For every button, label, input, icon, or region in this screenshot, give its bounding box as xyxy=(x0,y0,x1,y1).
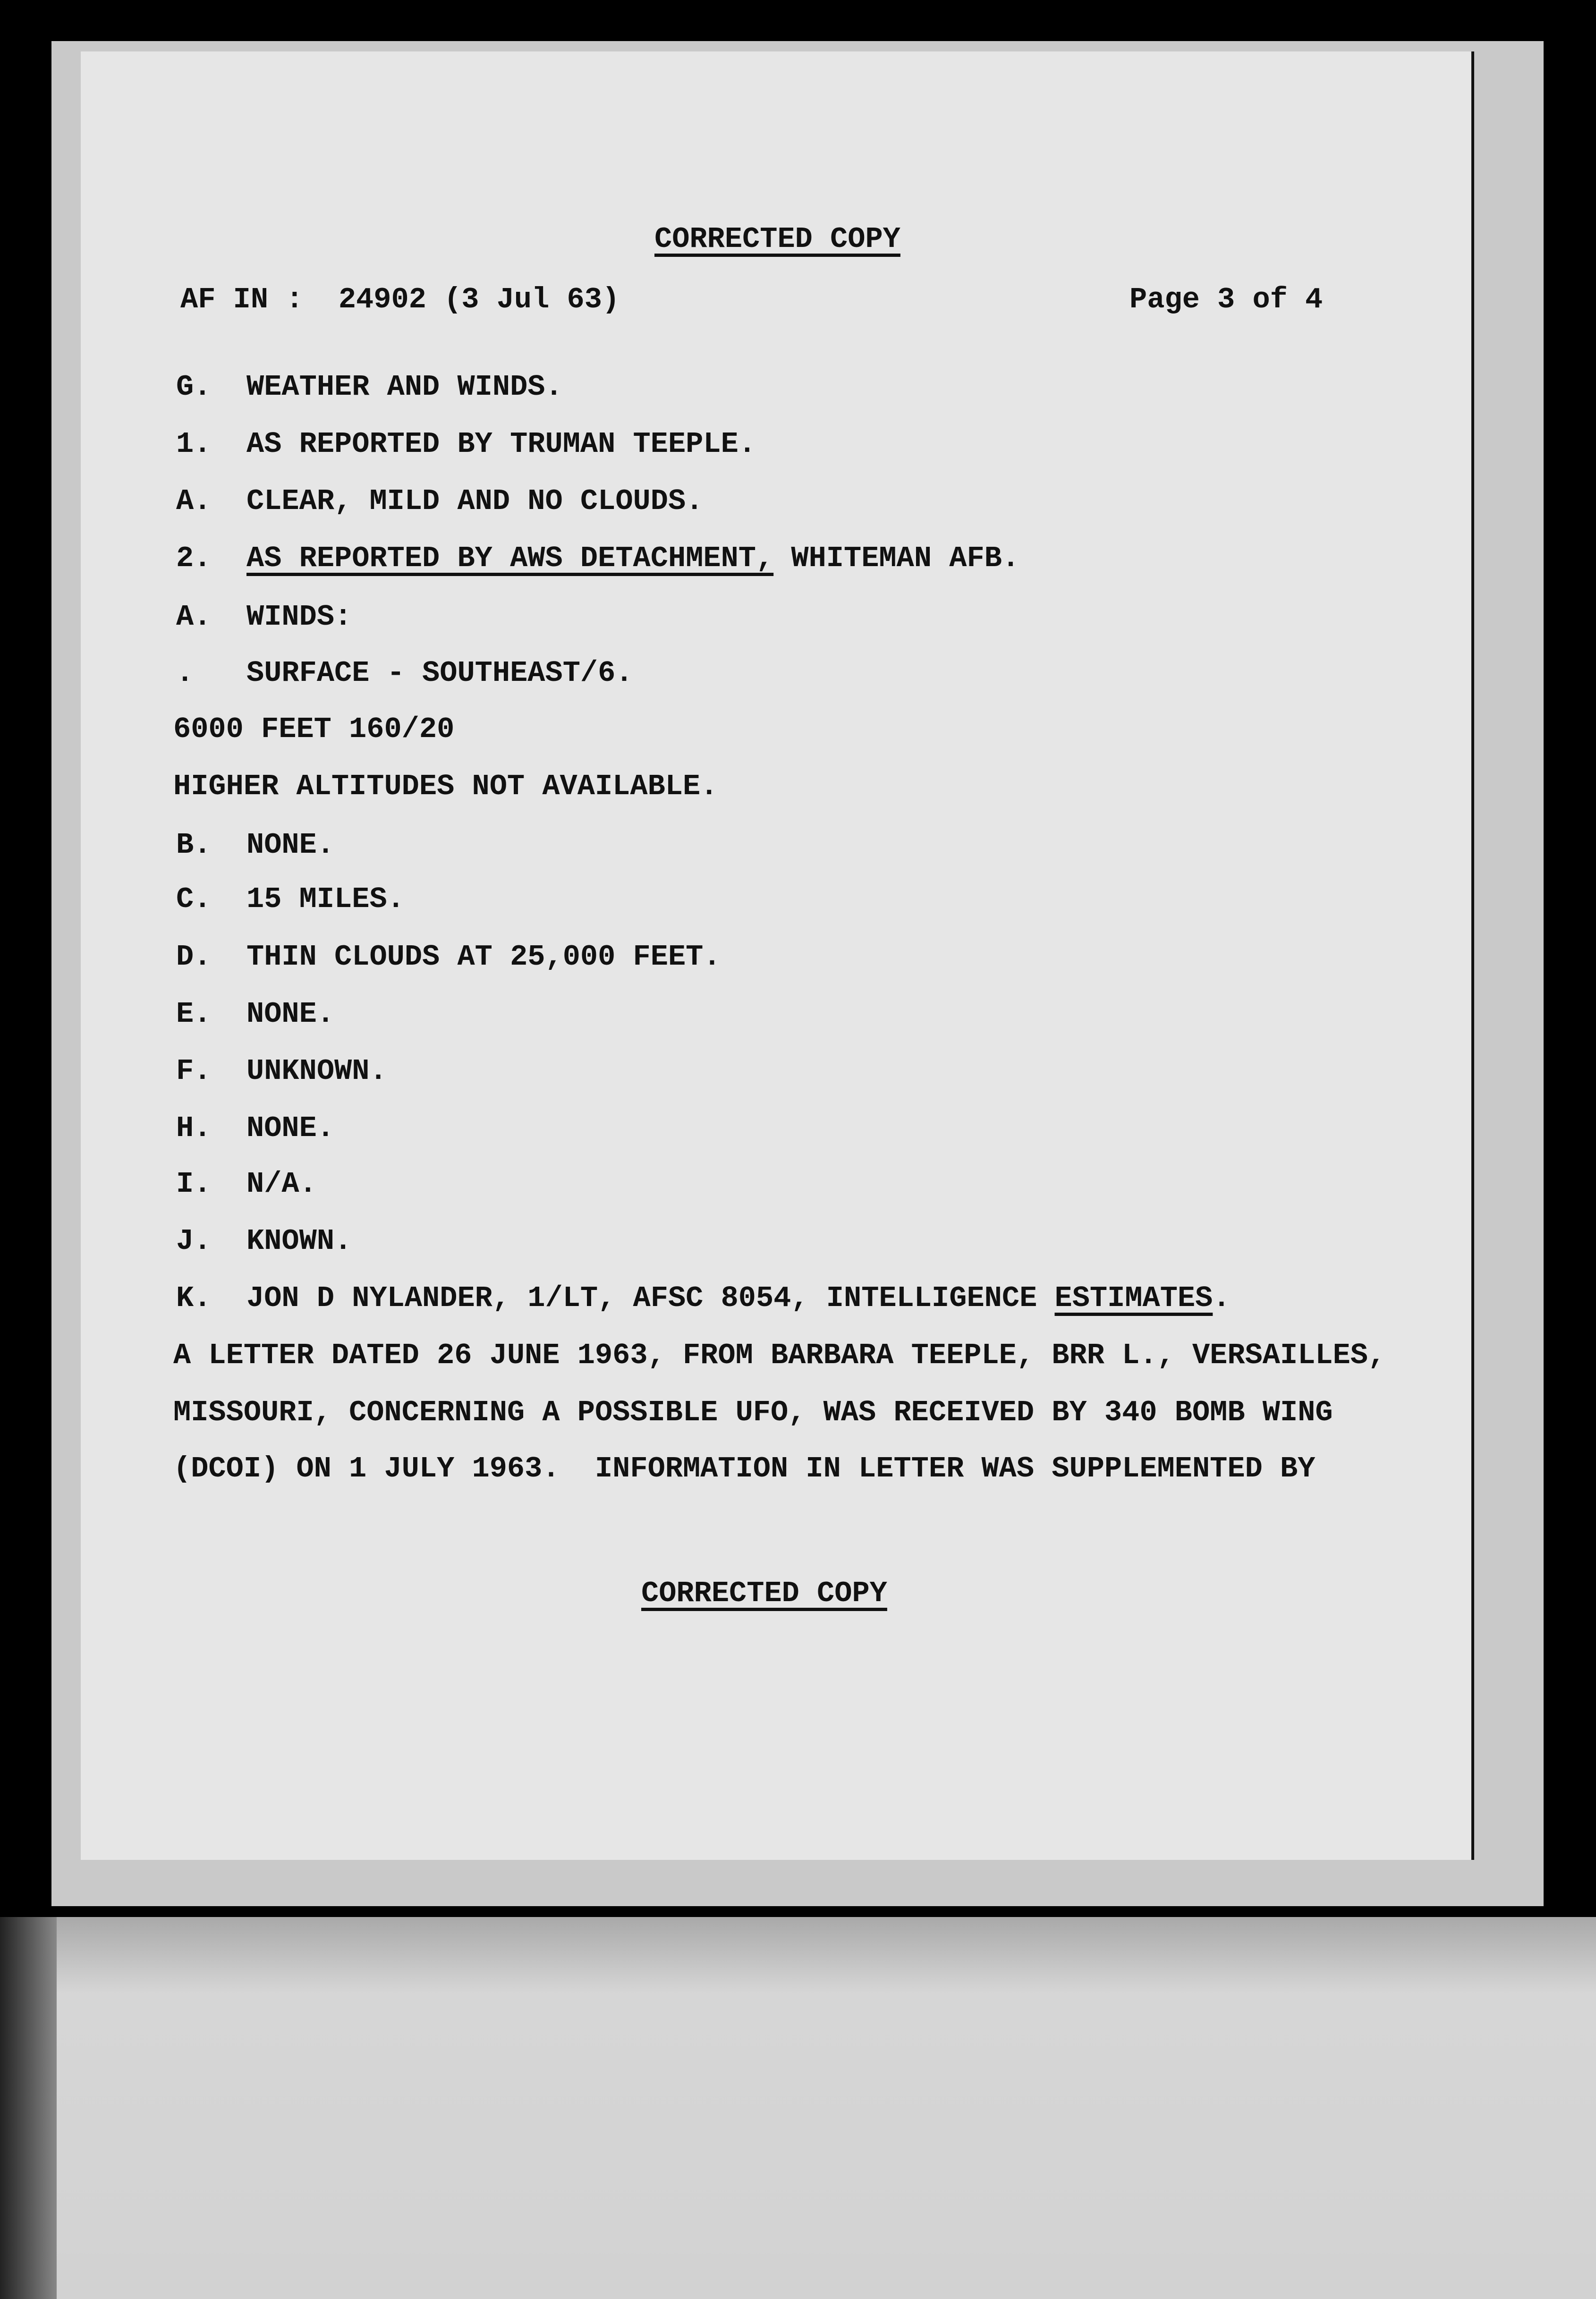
line-6000-feet: 6000 FEET 160/20 xyxy=(173,713,455,746)
item-label: H. xyxy=(176,1111,212,1145)
paragraph-line-2: MISSOURI, CONCERNING A POSSIBLE UFO, WAS RECEIVED BY 340 BOMB WING xyxy=(173,1396,1333,1429)
corrected-copy-stamp-top: CORRECTED COPY xyxy=(654,222,900,256)
item-text: CLEAR, MILD AND NO CLOUDS. xyxy=(246,484,704,518)
item-text xyxy=(246,1282,1231,1315)
item-label: J. xyxy=(176,1224,212,1258)
item-label: 2. xyxy=(176,542,212,575)
item-text-start: JON D NYLANDER, 1/LT, AFSC 8054, INTELLIGENCE xyxy=(246,1281,1055,1315)
item-label: E. xyxy=(176,997,212,1031)
item-text: AS REPORTED BY TRUMAN TEEPLE. xyxy=(246,427,756,461)
item-label: A. xyxy=(176,600,212,634)
item-text: SURFACE - SOUTHEAST/6. xyxy=(246,656,633,690)
scan-edge xyxy=(0,1917,57,2299)
underlined-text: AS REPORTED BY AWS DETACHMENT, xyxy=(246,542,774,575)
item-label: 1. xyxy=(176,427,212,461)
paragraph-line-1: A LETTER DATED 26 JUNE 1963, FROM BARBARA TEEPLE, BRR L., VERSAILLES, xyxy=(173,1339,1386,1372)
item-text: N/A. xyxy=(246,1167,317,1201)
item-text-rest: WHITEMAN AFB. xyxy=(773,542,1020,575)
item-label: C. xyxy=(176,882,212,916)
underlying-sheet xyxy=(0,1917,1596,2299)
af-in-reference: AF IN : 24902 (3 Jul 63) xyxy=(180,283,620,316)
item-text: WINDS: xyxy=(246,600,352,634)
item-label: I. xyxy=(176,1167,212,1201)
item-text: NONE. xyxy=(246,828,335,862)
item-label: F. xyxy=(176,1054,212,1088)
item-text: WEATHER AND WINDS. xyxy=(246,370,563,404)
underlined-text: ESTIMATES xyxy=(1054,1281,1213,1315)
item-label: . xyxy=(176,656,194,690)
line-higher-altitudes: HIGHER ALTITUDES NOT AVAILABLE. xyxy=(173,770,718,803)
item-text: UNKNOWN. xyxy=(246,1054,387,1088)
item-label: G. xyxy=(176,370,212,404)
item-text: THIN CLOUDS AT 25,000 FEET. xyxy=(246,940,721,974)
item-text-rest: . xyxy=(1213,1281,1231,1315)
page-number: Page 3 of 4 xyxy=(1129,283,1323,316)
item-text: 15 MILES. xyxy=(246,882,405,916)
item-text: NONE. xyxy=(246,1111,335,1145)
item-label: B. xyxy=(176,828,212,862)
item-label: D. xyxy=(176,940,212,974)
item-text: NONE. xyxy=(246,997,335,1031)
item-text xyxy=(246,542,1019,575)
corrected-copy-stamp-bottom: CORRECTED COPY xyxy=(641,1577,887,1610)
paragraph-line-3: (DCOI) ON 1 JULY 1963. INFORMATION IN LETTER WAS SUPPLEMENTED BY xyxy=(173,1452,1316,1485)
item-label: K. xyxy=(176,1281,212,1315)
item-text: KNOWN. xyxy=(246,1224,352,1258)
item-label: A. xyxy=(176,484,212,518)
